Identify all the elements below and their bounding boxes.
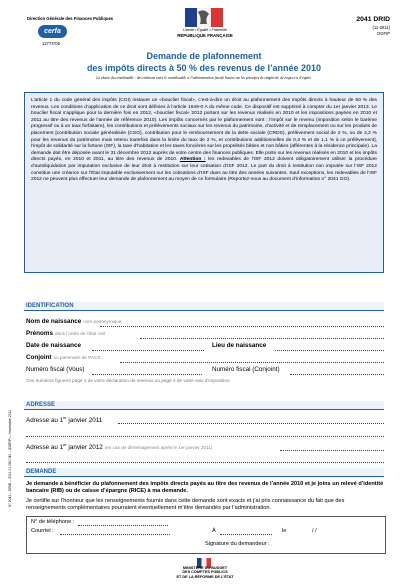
title-line1: Demande de plafonnement — [146, 51, 262, 61]
ministry-line1: MINISTÈRE DU BUDGET — [182, 566, 228, 570]
tel-label: N° de téléphone : — [31, 519, 75, 525]
lieu-label: Lieu de naissance — [212, 342, 267, 349]
le-label: le — [282, 528, 287, 534]
form-date: (11-2011) — [372, 25, 390, 30]
ministry-line3: ET DE LA RÉFORME DE L’ÉTAT — [176, 574, 234, 579]
adresse-2012-prefix: Adresse au 1 — [26, 444, 64, 452]
marianne-logo — [185, 8, 223, 27]
adresse-2012-input-line2[interactable] — [26, 462, 384, 463]
form-org: DGFIP — [377, 31, 390, 36]
numero-vous-label: Numéro fiscal (Vous) — [26, 366, 85, 373]
cerfa-number: 12774*06 — [42, 41, 60, 46]
adresse-2012-sup: er — [63, 442, 67, 447]
adresse-2011-sup: er — [63, 415, 67, 420]
adresse-2011-suffix: janvier 2011 — [66, 417, 103, 425]
identification-heading: IDENTIFICATION — [24, 302, 384, 311]
form-code: 2041 DRID — [356, 16, 390, 23]
prenoms-input[interactable] — [140, 338, 384, 339]
tel-input[interactable] — [78, 525, 168, 526]
intro-paragraph: L’article 1 du code général des impôts (CGI) instaure un «bouclier fiscal», c’est-à-dire un droit au plafonnement des impôts directs à hauteur de 50 % des revenus. Les conditions d’application de ce droit sont définies à l’article 1649-0 A du même code. Ce dispositif est supprimé à compter du 1er janvier 2013. Le bouclier fiscal s’applique pour la dernière fois en 2012, «bouclier fiscal» 2012 portant sur les revenus réalisés en 2010 et les impositions payées en 2010 et 2011 au titre des revenus de l’année de référence 2010). Les impôts concernés par le plafonnement sont : l’impôt sur le revenu (imposition selon le barème progressif ou à un taux forfaitaire), les contributions et prélèvements sociaux sur les revenus du patrimoine, d’activité et de remplacement ou sur les produits de placement [contribution sociale généralisée (CSG), contribution pour le remboursement de la dette sociale (CRDS), prélèvement social de 2 %, ou de 2,2 % pour les revenus du patrimoine mais retenu toutefois dans la limite du taux de 2 %, et contributions additionnelles de 0,3 % et de 1,1 % à ce prélèvement], l’impôt de solidarité sur la fortune (ISF), la taxe d’habitation et les taxes foncières sur les propriétés bâties et non bâties (afférentes à la résidence principale). La demande doit être déposée avant le 31 décembre 2012 auprès de votre centre des finances publiques. Elle porte sur les revenus réalisés en 2010 et les impôts directs payés, en 2010 et 2011, au titre des revenus de 2010. — [31, 98, 377, 163]
conjoint-hint: ou partenaire de PACS — [53, 355, 101, 360]
adresse-2012-suffix: janvier 2012 — [66, 444, 103, 452]
courriel-label: Courriel : — [31, 528, 54, 534]
adresse-2011-input-line2[interactable] — [26, 436, 384, 437]
numero-conjoint-input[interactable] — [290, 374, 384, 375]
cerfa-logo-text: cerfa — [44, 28, 61, 35]
date-naissance-input[interactable] — [92, 350, 204, 351]
adresse-2012-hint: (en cas de déménagement après le 1er janvier 2011) — [104, 445, 213, 451]
conjoint-label: Conjoint — [26, 354, 52, 361]
cerfa-logo — [38, 25, 67, 38]
ministry-line2: DES COMPTES PUBLICS — [182, 570, 228, 575]
nom-label: Nom de naissance — [26, 318, 82, 325]
a-label: À — [212, 528, 216, 534]
contact-signature-box — [26, 516, 386, 554]
prenoms-field-label — [26, 330, 105, 337]
numero-vous-input[interactable] — [92, 374, 202, 375]
demande-heading: DEMANDE — [24, 468, 384, 477]
conjoint-input[interactable] — [120, 362, 384, 363]
signature-label: Signature du demandeur : — [205, 541, 270, 547]
numero-note: Ces numéros figurent page 1 de votre déclaration de revenus ou page 4 de votre avis d’imposition. — [26, 378, 231, 383]
numero-conjoint-label: Numéro fiscal (Conjoint) — [212, 366, 280, 373]
prenoms-hint: dans l’ordre de l’état civil — [54, 331, 106, 336]
subtitle: La charte du contribuable : des relations entre le contribuable et l’administration fiscale basées sur les principes de simplicité, de respect et d’équité. — [96, 76, 312, 80]
conjoint-field-label — [26, 354, 100, 361]
lieu-naissance-input[interactable] — [275, 350, 384, 351]
intro-text — [31, 98, 377, 184]
nom-hint: nom patronymique — [83, 319, 122, 324]
lieu-signature-input[interactable] — [220, 534, 272, 535]
demande-certify-text: Je certifie sur l’honneur que les renseignements fournis dans cette demande sont exacts et j’ai pris connaissance du fait que des renseignements complémentaires pourraient éventuellement m’être demandés par l’administration. — [26, 498, 345, 512]
adresse-2011-prefix: Adresse au 1 — [26, 417, 64, 425]
dgfip-label: Direction Générale des Finances Publiques — [27, 16, 114, 21]
adresse-2011-input[interactable] — [118, 423, 384, 424]
ministry-name — [160, 566, 250, 579]
ministry-logo — [197, 555, 211, 565]
side-form-code: N° 2041 – DRID – 2011 01 080 040 – (DGFiP) – Novembre 2011 — [8, 409, 12, 507]
adresse-2011-label — [26, 415, 102, 424]
republic-motto: Liberté • Égalité • Fraternité — [183, 28, 227, 32]
adresse-2012-label — [26, 442, 212, 451]
lieu-field-label — [212, 342, 266, 349]
attention-text: les redevables de l’ISF 2012 doivent obligatoirement utiliser la procédure d’autoliquidation par imputation exclusive de leur droit à restitution sur leur cotisation d’ISF 2012. Le part du droit à restitution non imputée sur l’ISF 2012 constitue une créance sur l’État imputable exclusivement sur les cotisations d’ISF dues au titre des années suivantes. Sauf exceptions, les redevables de l’ISF 2012 ne peuvent plus effectuer leur demande de plafonnement au moyen de ce formulaire (Reportez-vous au document d’information n° 2041 GO). — [31, 157, 377, 183]
title-line2: des impôts directs à 50 % des revenus de l’année 2010 — [86, 63, 322, 73]
nom-input[interactable] — [100, 326, 384, 327]
republic-name: RÉPUBLIQUE FRANÇAISE — [177, 33, 233, 38]
nom-field-label — [26, 318, 121, 325]
courriel-input[interactable] — [60, 534, 170, 535]
adresse-2012-input[interactable] — [280, 450, 384, 451]
date-signature-input[interactable]: / / — [312, 528, 317, 534]
prenoms-label: Prénoms — [26, 330, 53, 337]
attention-label: Attention : — [179, 157, 206, 163]
adresse-heading: ADRESSE — [24, 401, 384, 410]
date-field-label — [26, 342, 81, 349]
intro-box — [24, 92, 384, 273]
demande-bold-text: Je demande à bénéficier du plafonnement des impôts directs payés au titre des revenus de l’année 2010 et je joins un relevé d’identité bancaire (RIB) ou de caisse d’épargne (RICE) à ma demande. — [26, 481, 384, 495]
date-label: Date de naissance — [26, 342, 81, 349]
